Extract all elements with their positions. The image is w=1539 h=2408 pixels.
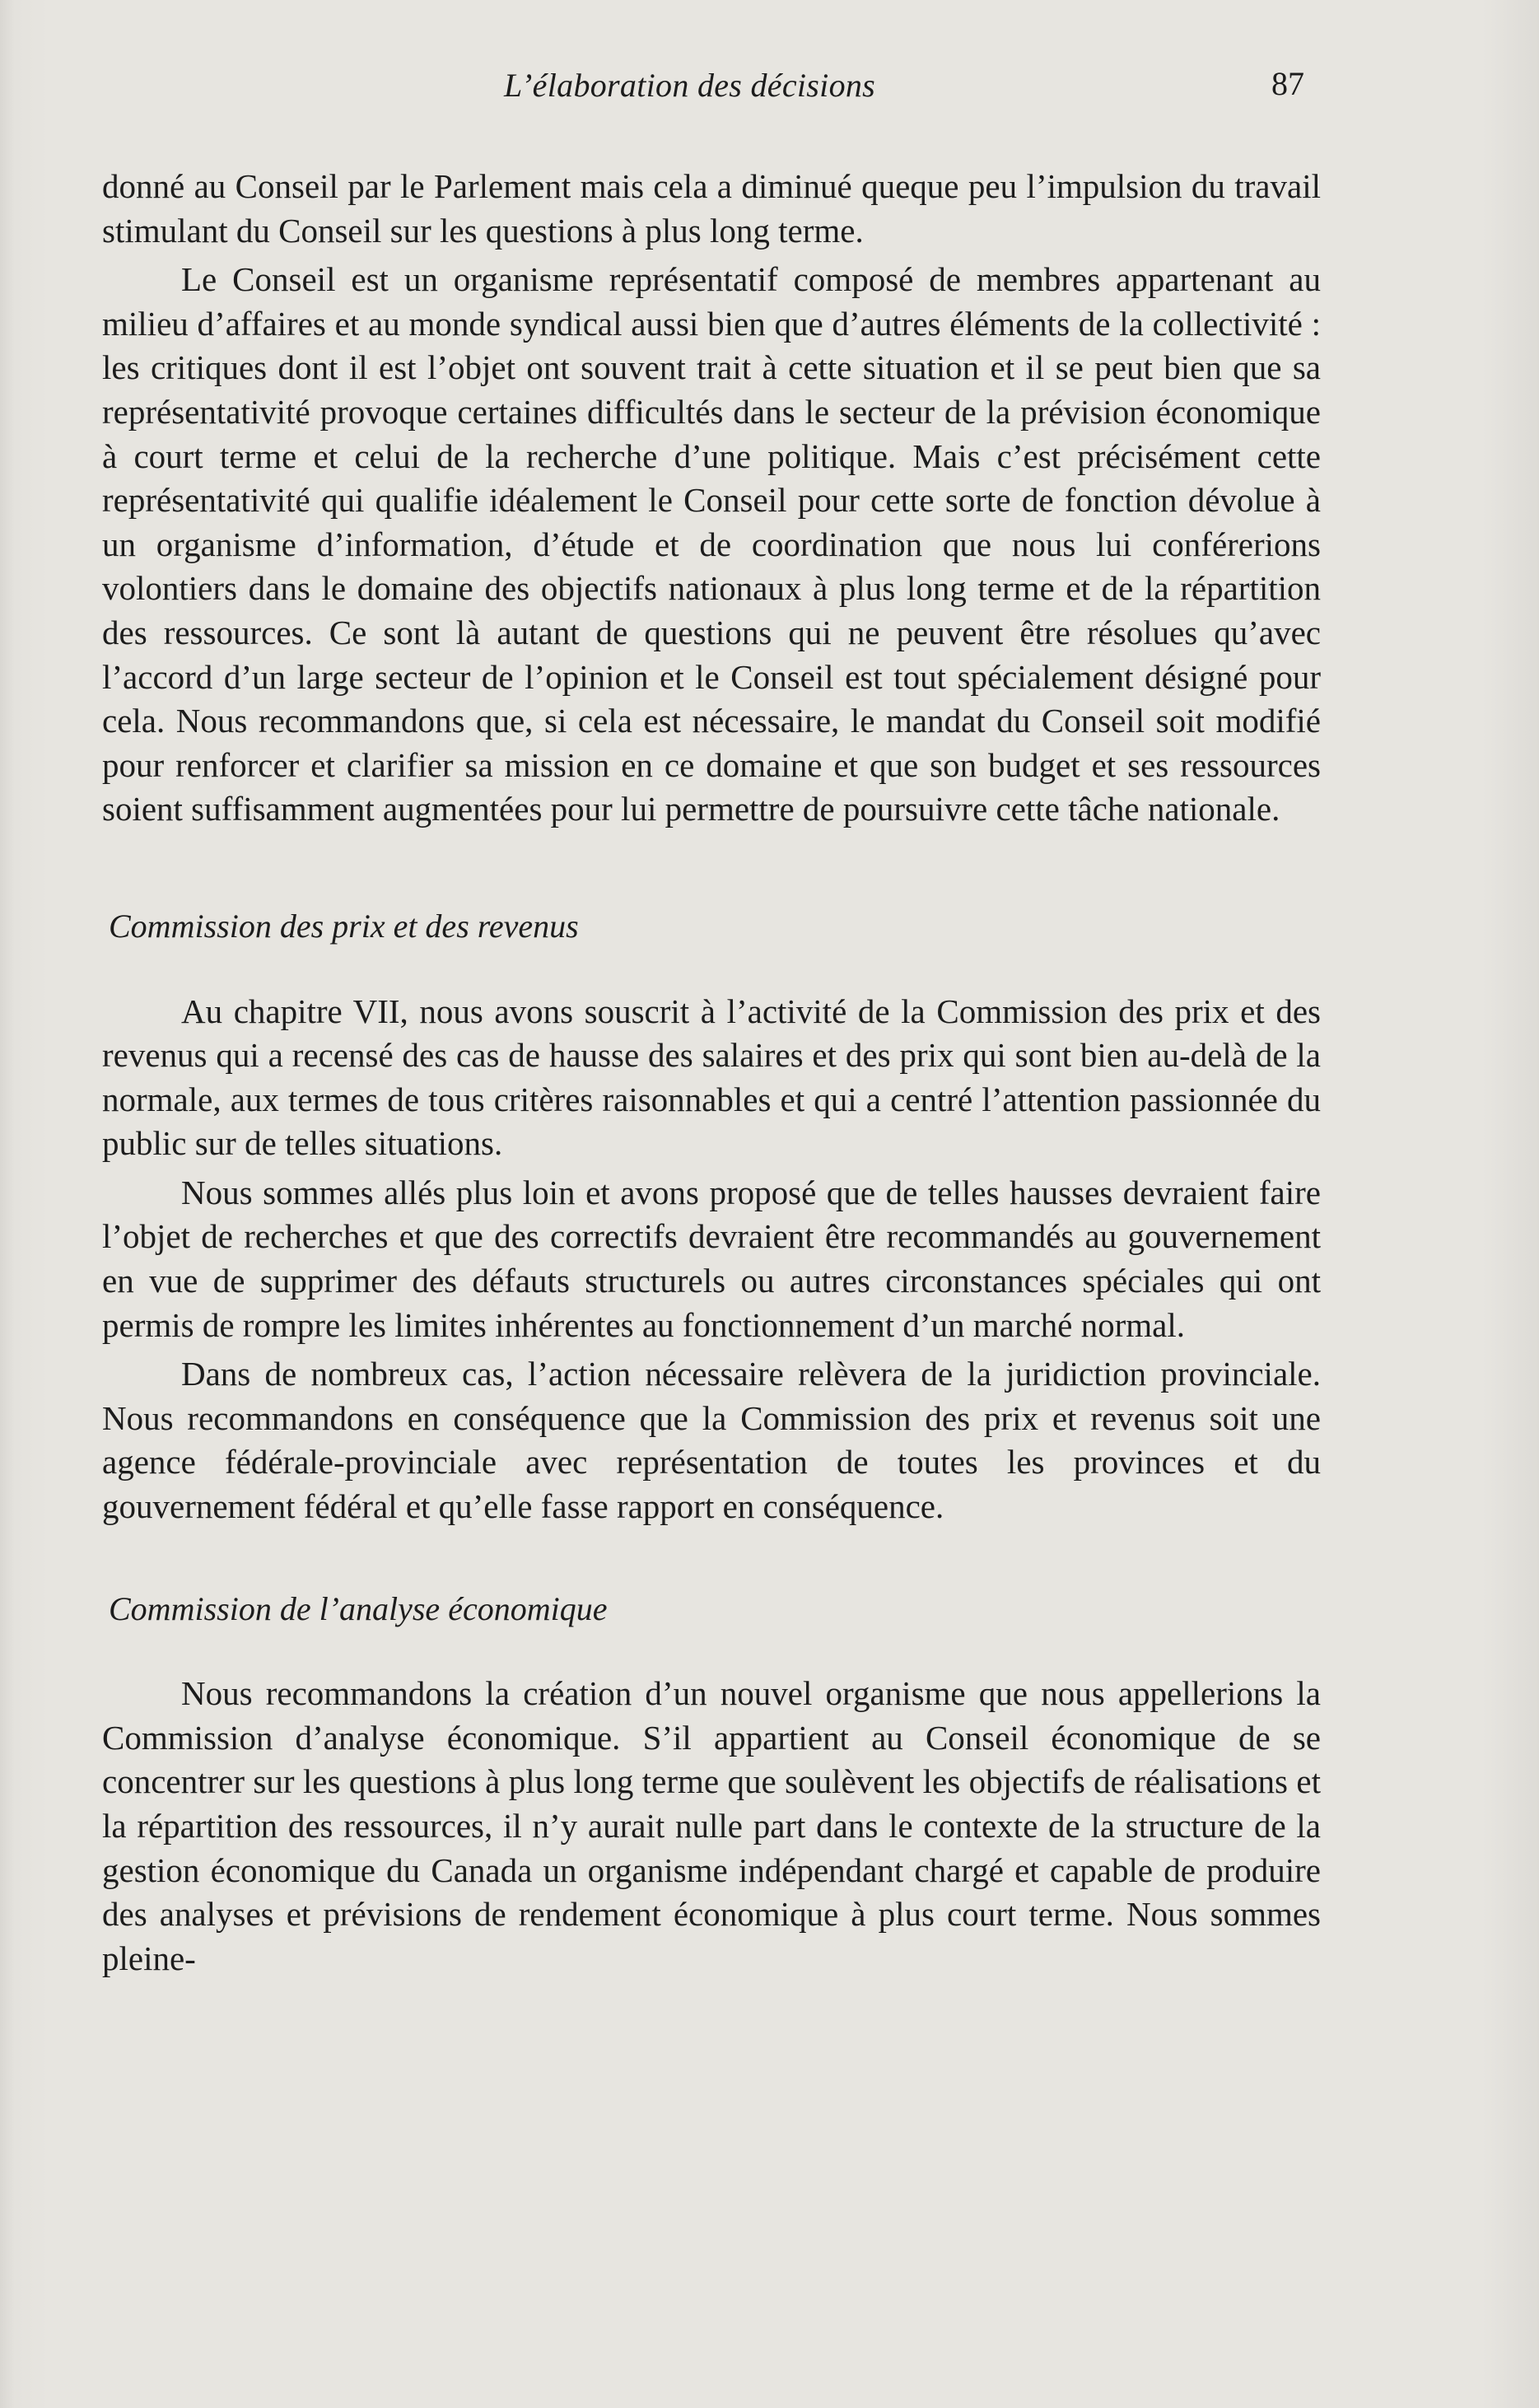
paragraph-hausses: Nous sommes allés plus loin et avons proposé que de telles hausses devraient faire l’objet de recherches et que des correctifs devraient être recommandés au gouvernement en vue de supprimer des défauts structurels ou autres circonstances spéciales qui ont permis de rompre les limites inhérentes au fonctionnement d’un marché normal.: [102, 1173, 1321, 1344]
section-heading-analyse-economique: Commission de l’analyse économique: [109, 1589, 608, 1627]
page-header: [0, 59, 1539, 109]
page-body: [102, 165, 1321, 1981]
running-title: L’élaboration des décisions: [504, 67, 876, 104]
section-heading-prix-revenus: Commission des prix et des revenus: [109, 907, 579, 945]
page-number: 87: [1271, 65, 1304, 102]
paragraph-juridiction: Dans de nombreux cas, l’action nécessaire relèvera de la juridiction provinciale. Nous recommandons en conséquence que la Commission des prix et revenus soit une agence fédérale-provinciale avec représentation de toutes les provinces et du gouvernement fédéral et qu’elle fasse rapport en conséquence.: [102, 1355, 1321, 1526]
paragraph-nouvel-organisme: Nous recommandons la création d’un nouvel organisme que nous appellerions la Commission d’analyse économique. S’il appartient au Conseil économique de se concentrer sur les questions à plus long terme que soulèvent les objectifs de réalisations et la répartition des ressources, il n’y aurait nulle part dans le contexte de la structure de la gestion économique du Canada un organisme indépendant chargé et capable de produire des analyses et prévisions de rendement économique à plus court terme. Nous sommes pleine-: [102, 1674, 1321, 1977]
paragraph-continued: donné au Conseil par le Parlement mais cela a diminué queque peu l’impulsion du travail stimulant du Conseil sur les questions à plus long terme.: [102, 167, 1321, 250]
paragraph-chapitre-vii: Au chapitre VII, nous avons souscrit à l’activité de la Commission des prix et des revenus qui a recensé des cas de hausse des salaires et des prix qui sont bien au-delà de la normale, aux termes de tous critères raisonnables et qui a centré l’attention passionnée du public sur de telles situations.: [102, 992, 1321, 1163]
paragraph-conseil-representatif: Le Conseil est un organisme représentatif composé de membres appartenant au milieu d’affaires et au monde syndical aussi bien que d’autres éléments de la collectivité : les critiques dont il est l’objet ont souvent trait à cette situation et il se peut bien que sa représentativité provoque certaines difficultés dans le secteur de la prévision économique à court terme et celui de la recherche d’une politique. Mais c’est précisément cette représentativité qui qualifie idéalement le Conseil pour cette sorte de fonction dévolue à un organisme d’information, d’étude et de coordination que nous lui conférerions volontiers dans le domaine des objectifs nationaux à plus long terme et de la répartition des ressources. Ce sont là autant de questions qui ne peuvent être résolues qu’avec l’accord d’un large secteur de l’opinion et le Conseil est tout spécialement désigné pour cela. Nous recommandons que, si cela est nécessaire, le mandat du Conseil soit modifié pour renforcer et clarifier sa mission en ce domaine et que son budget et ses ressources soient suffisamment augmentées pour lui permettre de poursuivre cette tâche nationale.: [102, 260, 1321, 828]
